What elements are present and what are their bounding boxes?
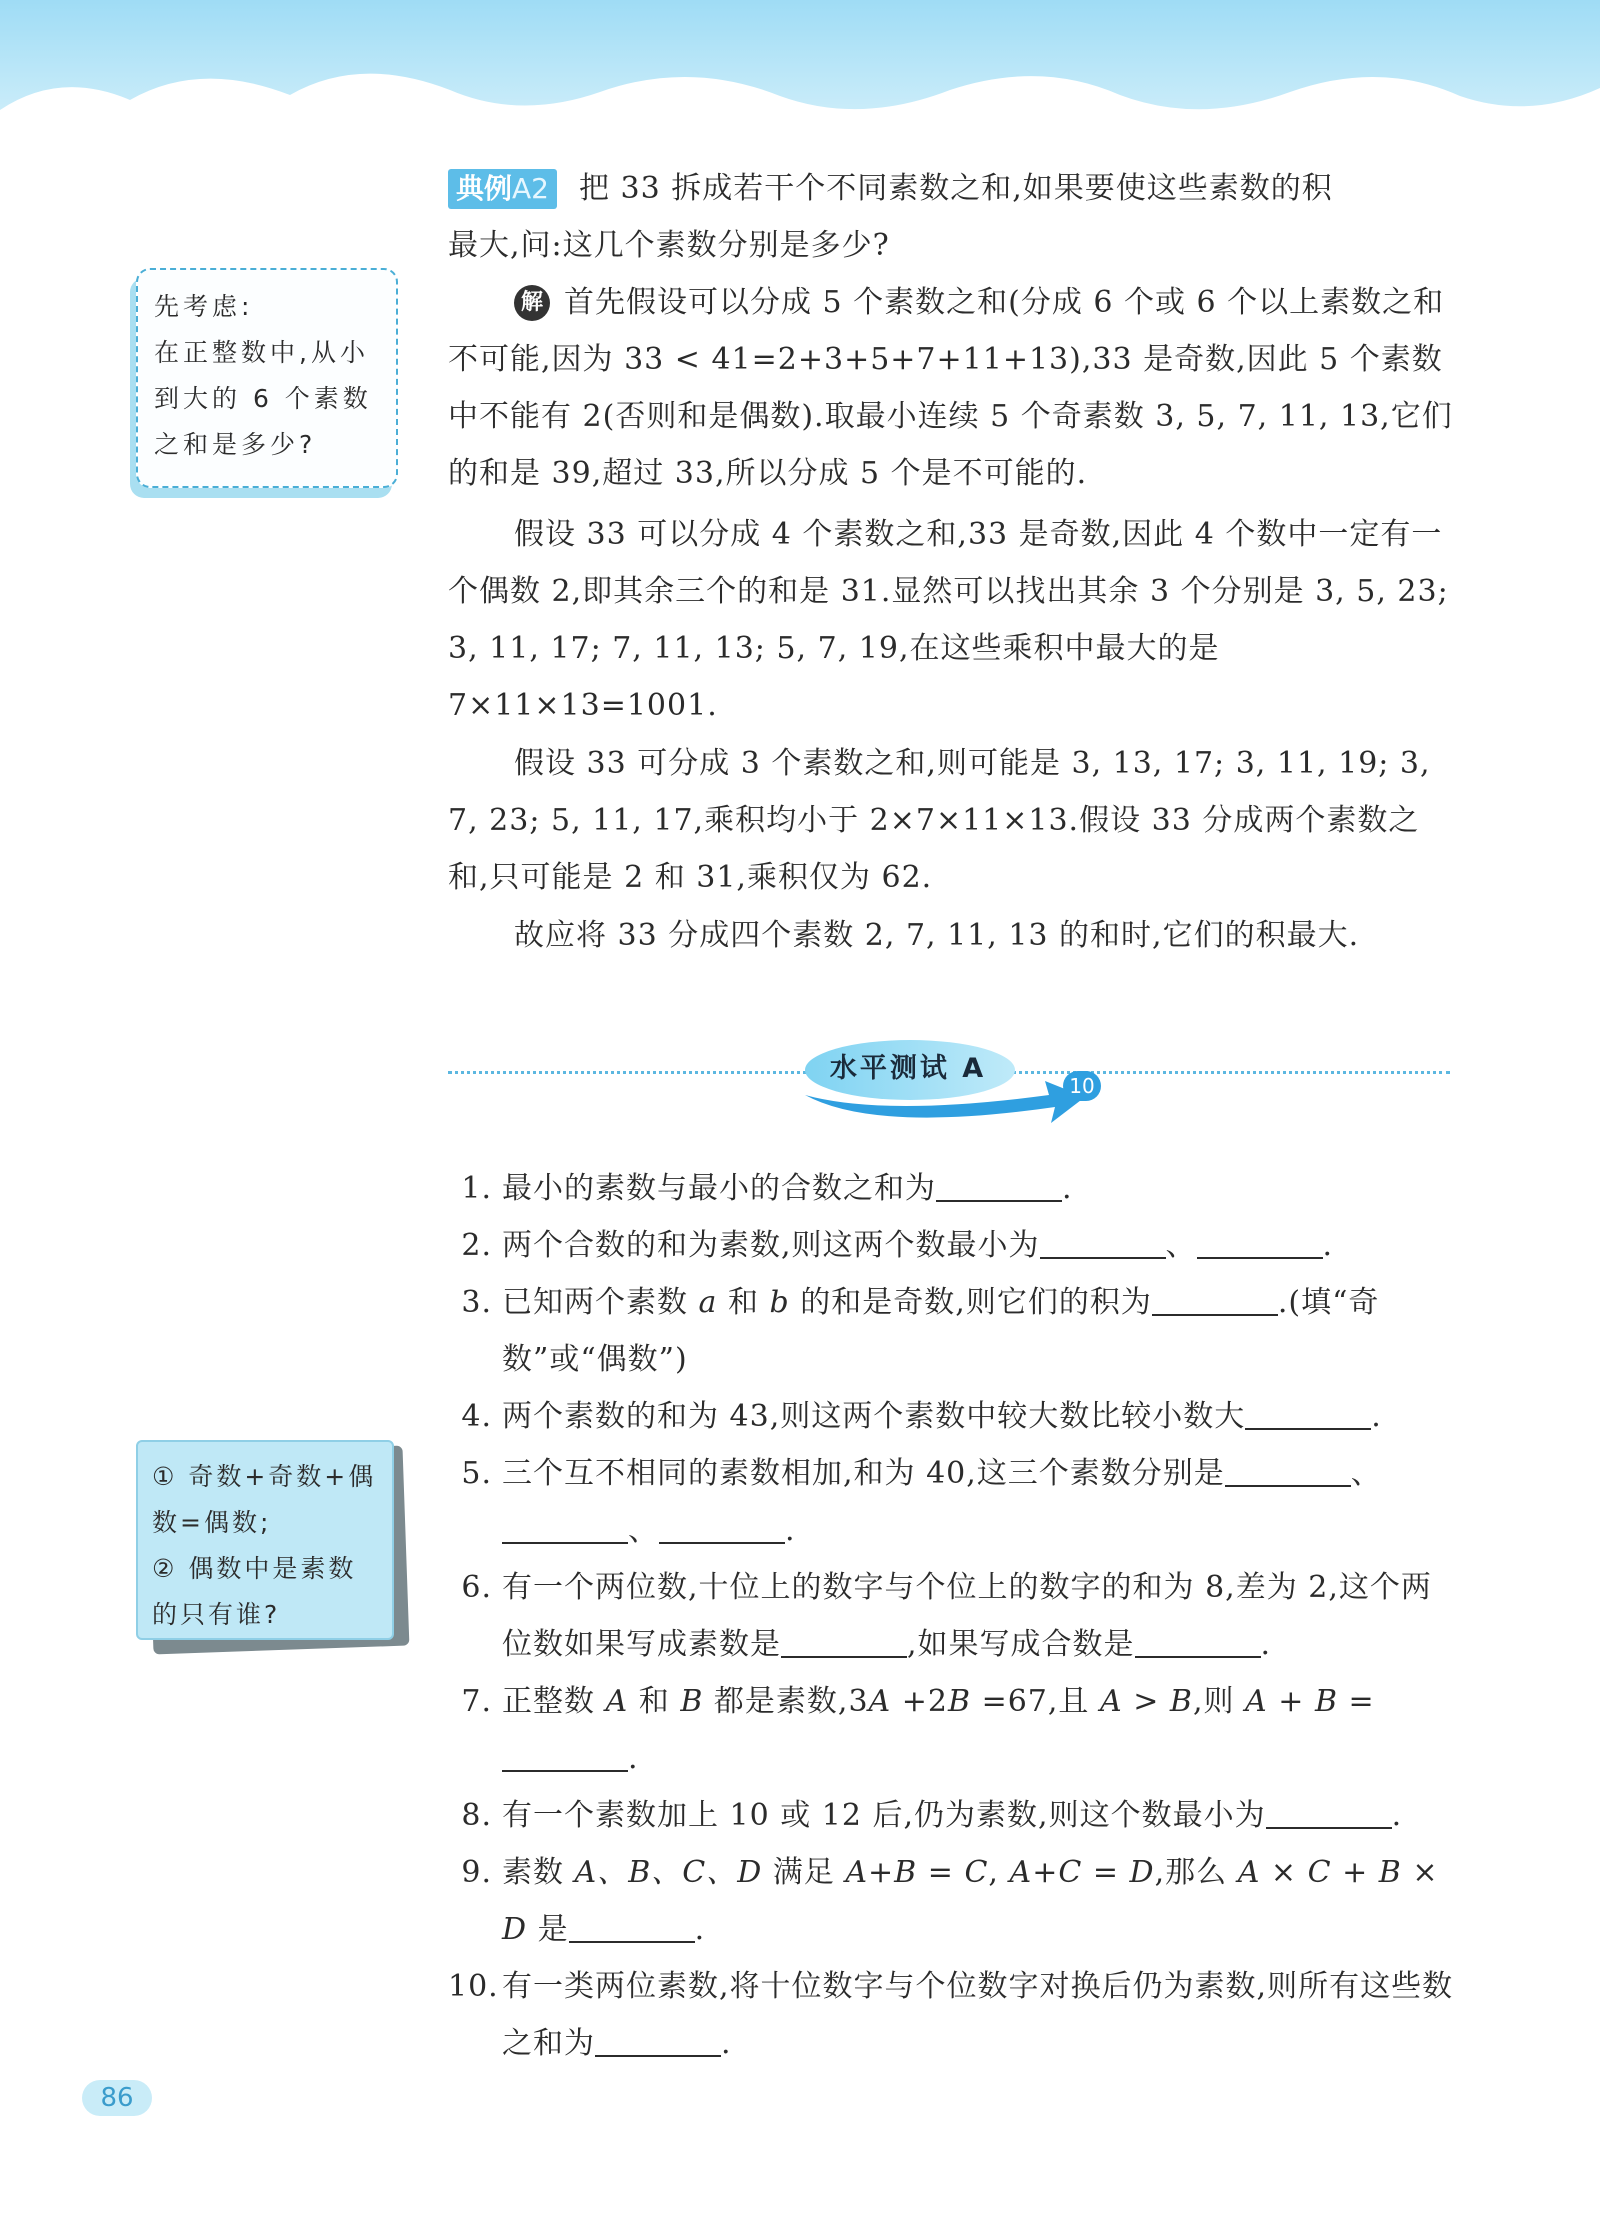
tip-card-odd-even bbox=[136, 1440, 394, 1640]
question-number: 7. bbox=[461, 1684, 492, 1719]
question-number: 10. bbox=[448, 1969, 499, 2004]
question-4: 4. 两个素数的和为 43,则这两个素数中较大数比较小数大 . bbox=[448, 1388, 1458, 1445]
question-number: 3. bbox=[461, 1285, 492, 1320]
question-7: 7. 正整数 A 和 B 都是素数,3A +2B =67,且 A > B,则 A + B = . bbox=[448, 1673, 1458, 1787]
question-number: 8. bbox=[461, 1798, 492, 1833]
question-number: 9. bbox=[461, 1855, 492, 1890]
answer-blank[interactable] bbox=[1152, 1284, 1278, 1316]
section-title: 水平测试 A bbox=[829, 1053, 987, 1084]
hint-body: 在正整数中,从小到大的 6 个素数之和是多少? bbox=[154, 338, 372, 459]
question-10: 10. 有一类两位素数,将十位数字与个位数字对换后仍为素数,则所有这些数之和为 . bbox=[448, 1958, 1458, 2072]
answer-blank[interactable] bbox=[936, 1170, 1062, 1202]
answer-blank[interactable] bbox=[1266, 1797, 1392, 1829]
question-list bbox=[448, 1160, 1458, 2072]
answer-blank[interactable] bbox=[569, 1911, 695, 1943]
question-number: 1. bbox=[461, 1171, 492, 1206]
solution-paragraph-1: 解 首先假设可以分成 5 个素数之和(分成 6 个或 6 个以上素数之和不可能,因为 33 < 41=2+3+5+7+11+13),33 是奇数,因此 5 个素数中不能有 2(否则和是偶数).取最小连续 5 个奇素数 3, 5, 7, 11, 13,它们的和是 39,超过 33,所以分成 5 个是不可能的. bbox=[448, 285, 1453, 491]
question-number: 5. bbox=[461, 1456, 492, 1491]
page-number: 86 bbox=[82, 2080, 152, 2116]
solution-paragraph-2: 假设 33 可以分成 4 个素数之和,33 是奇数,因此 4 个数中一定有一个偶数 2,即其余三个的和是 31.显然可以找出其余 3 个分别是 3, 5, 23; 3, 11, 17; 7, 11, 13; 5, 7, 19,在这些乘积中最大的是 7×11×13=1001. bbox=[448, 517, 1449, 723]
answer-blank[interactable] bbox=[659, 1512, 785, 1544]
answer-blank[interactable] bbox=[1225, 1455, 1351, 1487]
answer-blank[interactable] bbox=[1135, 1626, 1261, 1658]
example-badge: 典例A2 bbox=[448, 169, 557, 209]
question-3: 3. 已知两个素数 a 和 b 的和是奇数,则它们的积为 .(填“奇数”或“偶数”) bbox=[448, 1274, 1458, 1388]
answer-blank[interactable] bbox=[502, 1740, 628, 1772]
question-number: 6. bbox=[461, 1570, 492, 1605]
question-6: 6. 有一个两位数,十位上的数字与个位上的数字的和为 8,差为 2,这个两位数如果写成素数是 ,如果写成合数是 . bbox=[448, 1559, 1458, 1673]
hint-title: 先考虑: bbox=[154, 292, 254, 321]
solution-icon: 解 bbox=[514, 285, 550, 321]
answer-blank[interactable] bbox=[502, 1512, 628, 1544]
question-1: 1. 最小的素数与最小的合数之和为 . bbox=[448, 1160, 1458, 1217]
header-cloud-band bbox=[0, 0, 1600, 150]
question-5: 5. 三个互不相同的素数相加,和为 40,这三个素数分别是 、 、 . bbox=[448, 1445, 1458, 1559]
tip-line-1: ① 奇数+奇数+偶数=偶数; bbox=[152, 1462, 377, 1537]
answer-blank[interactable] bbox=[1197, 1227, 1323, 1259]
solution-paragraph-4: 故应将 33 分成四个素数 2, 7, 11, 13 的和时,它们的积最大. bbox=[514, 918, 1360, 953]
question-number: 4. bbox=[461, 1399, 492, 1434]
answer-blank[interactable] bbox=[1245, 1398, 1371, 1430]
answer-blank[interactable] bbox=[781, 1626, 907, 1658]
question-9: 9. 素数 A、B、C、D 满足 A+B = C, A+C = D,那么 A × C + B × D 是 . bbox=[448, 1844, 1458, 1958]
question-8: 8. 有一个素数加上 10 或 12 后,仍为素数,则这个数最小为 . bbox=[448, 1787, 1458, 1844]
example-question: 典例A2 把 33 拆成若干个不同素数之和,如果要使这些素数的积 最大,问:这几个素数分别是多少? bbox=[448, 171, 1333, 263]
hint-note-think-first bbox=[136, 268, 398, 488]
solution-paragraph-3: 假设 33 可分成 3 个素数之和,则可能是 3, 13, 17; 3, 11, 19; 3, 7, 23; 5, 11, 17,乘积均小于 2×7×11×13.假设 33 分成两个素数之和,只可能是 2 和 31,乘积仅为 62. bbox=[448, 746, 1431, 895]
tip-line-2: ② 偶数中是素数的只有谁? bbox=[152, 1554, 357, 1629]
section-number-badge: 10 bbox=[1063, 1071, 1101, 1101]
answer-blank[interactable] bbox=[1040, 1227, 1166, 1259]
question-2: 2. 两个合数的和为素数,则这两个数最小为 、 . bbox=[448, 1217, 1458, 1274]
answer-blank[interactable] bbox=[595, 2025, 721, 2057]
question-number: 2. bbox=[461, 1228, 492, 1263]
